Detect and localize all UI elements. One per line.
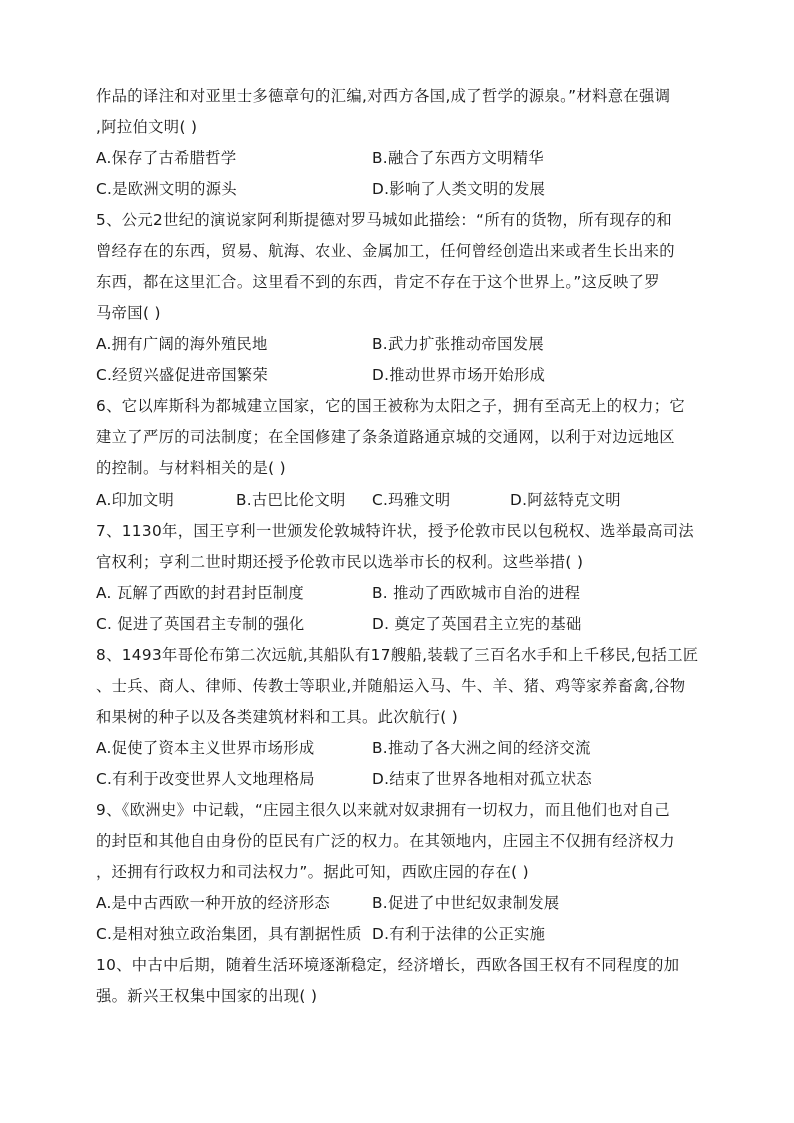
q7-line-1: 7、1130年，国王亨利一世颁发伦敦城特许状，授予伦敦市民以包税权、选举最高司法 bbox=[96, 522, 695, 540]
q5-line-1: 5、公元2世纪的演说家阿利斯提德对罗马城如此描绘：“所有的货物，所有现存的和 bbox=[96, 211, 673, 229]
q5-option-c[interactable]: C.经贸兴盛促进帝国繁荣 bbox=[96, 366, 269, 384]
q6-option-a[interactable]: A.印加文明 bbox=[96, 491, 175, 509]
q9-option-b[interactable]: B.促进了中世纪奴隶制发展 bbox=[372, 894, 560, 912]
q8-option-c[interactable]: C.有利于改变世界人文地理格局 bbox=[96, 770, 315, 788]
q10-line-2: 强。新兴王权集中国家的出现( ) bbox=[96, 987, 318, 1005]
q4-line-2: ,阿拉伯文明( ) bbox=[96, 118, 198, 136]
q6-option-b[interactable]: B.古巴比伦文明 bbox=[236, 491, 346, 509]
q7-option-a[interactable]: A. 瓦解了西欧的封君封臣制度 bbox=[96, 584, 304, 602]
q7-option-c[interactable]: C. 促进了英国君主专制的强化 bbox=[96, 615, 305, 633]
q4-option-a[interactable]: A.保存了古希腊哲学 bbox=[96, 149, 237, 167]
q6-line-3: 的控制。与材料相关的是( ) bbox=[96, 459, 286, 477]
q7-line-2: 官权利；亨利二世时期还授予伦敦市民以选举市长的权利。这些举措( ) bbox=[96, 553, 584, 571]
q5-line-2: 曾经存在的东西，贸易、航海、农业、金属加工，任何曾经创造出来或者生长出来的 bbox=[96, 242, 675, 260]
q8-line-3: 和果树的种子以及各类建筑材料和工具。此次航行( ) bbox=[96, 708, 459, 726]
q6-option-c[interactable]: C.玛雅文明 bbox=[372, 491, 451, 509]
q8-line-1: 8、1493年哥伦布第二次远航,其船队有17艘船,装载了三百名水手和上千移民,包括工匠 bbox=[96, 646, 699, 664]
q5-option-b[interactable]: B.武力扩张推动帝国发展 bbox=[372, 335, 544, 353]
q6-line-1: 6、它以库斯科为都城建立国家，它的国王被称为太阳之子，拥有至高无上的权力；它 bbox=[96, 397, 686, 415]
q4-option-c[interactable]: C.是欧洲文明的源头 bbox=[96, 180, 237, 198]
q9-option-c[interactable]: C.是相对独立政治集团，具有割据性质 bbox=[96, 925, 362, 943]
q9-option-a[interactable]: A.是中古西欧一种开放的经济形态 bbox=[96, 894, 331, 912]
q7-option-b[interactable]: B. 推动了西欧城市自治的进程 bbox=[372, 584, 581, 602]
q5-line-4: 马帝国( ) bbox=[96, 304, 161, 322]
q8-line-2: 、士兵、商人、律师、传教士等职业,并随船运入马、牛、羊、猪、鸡等家养畜禽,谷物 bbox=[96, 677, 686, 695]
q9-line-2: 的封臣和其他自由身份的臣民有广泛的权力。在其领地内，庄园主不仅拥有经济权力 bbox=[96, 832, 675, 850]
q7-option-d[interactable]: D. 奠定了英国君主立宪的基础 bbox=[372, 615, 582, 633]
q9-line-1: 9、《欧洲史》中记载，“庄园主很久以来就对奴隶拥有一切权力，而且他们也对自己 bbox=[96, 801, 670, 819]
q4-line-1: 作品的译注和对亚里士多德章句的汇编,对西方各国,成了哲学的源泉。”材料意在强调 bbox=[96, 87, 671, 105]
q5-line-3: 东西，都在这里汇合。这里看不到的东西，肯定不存在于这个世界上。”这反映了罗 bbox=[96, 273, 660, 291]
q9-line-3: ，还拥有行政权力和司法权力”。据此可知，西欧庄园的存在( ) bbox=[96, 863, 529, 881]
q8-option-a[interactable]: A.促使了资本主义世界市场形成 bbox=[96, 739, 315, 757]
q4-option-d[interactable]: D.影响了人类文明的发展 bbox=[372, 180, 546, 198]
q8-option-b[interactable]: B.推动了各大洲之间的经济交流 bbox=[372, 739, 591, 757]
q9-option-d[interactable]: D.有利于法律的公正实施 bbox=[372, 925, 546, 943]
q5-option-a[interactable]: A.拥有广阔的海外殖民地 bbox=[96, 335, 268, 353]
q8-option-d[interactable]: D.结束了世界各地相对孤立状态 bbox=[372, 770, 593, 788]
q5-option-d[interactable]: D.推动世界市场开始形成 bbox=[372, 366, 546, 384]
q4-option-b[interactable]: B.融合了东西方文明精华 bbox=[372, 149, 544, 167]
q6-option-d[interactable]: D.阿兹特克文明 bbox=[510, 491, 621, 509]
q6-line-2: 建立了严厉的司法制度；在全国修建了条条道路通京城的交通网，以利于对边远地区 bbox=[96, 428, 675, 446]
q10-line-1: 10、中古中后期，随着生活环境逐渐稳定，经济增长，西欧各国王权有不同程度的加 bbox=[96, 956, 680, 974]
